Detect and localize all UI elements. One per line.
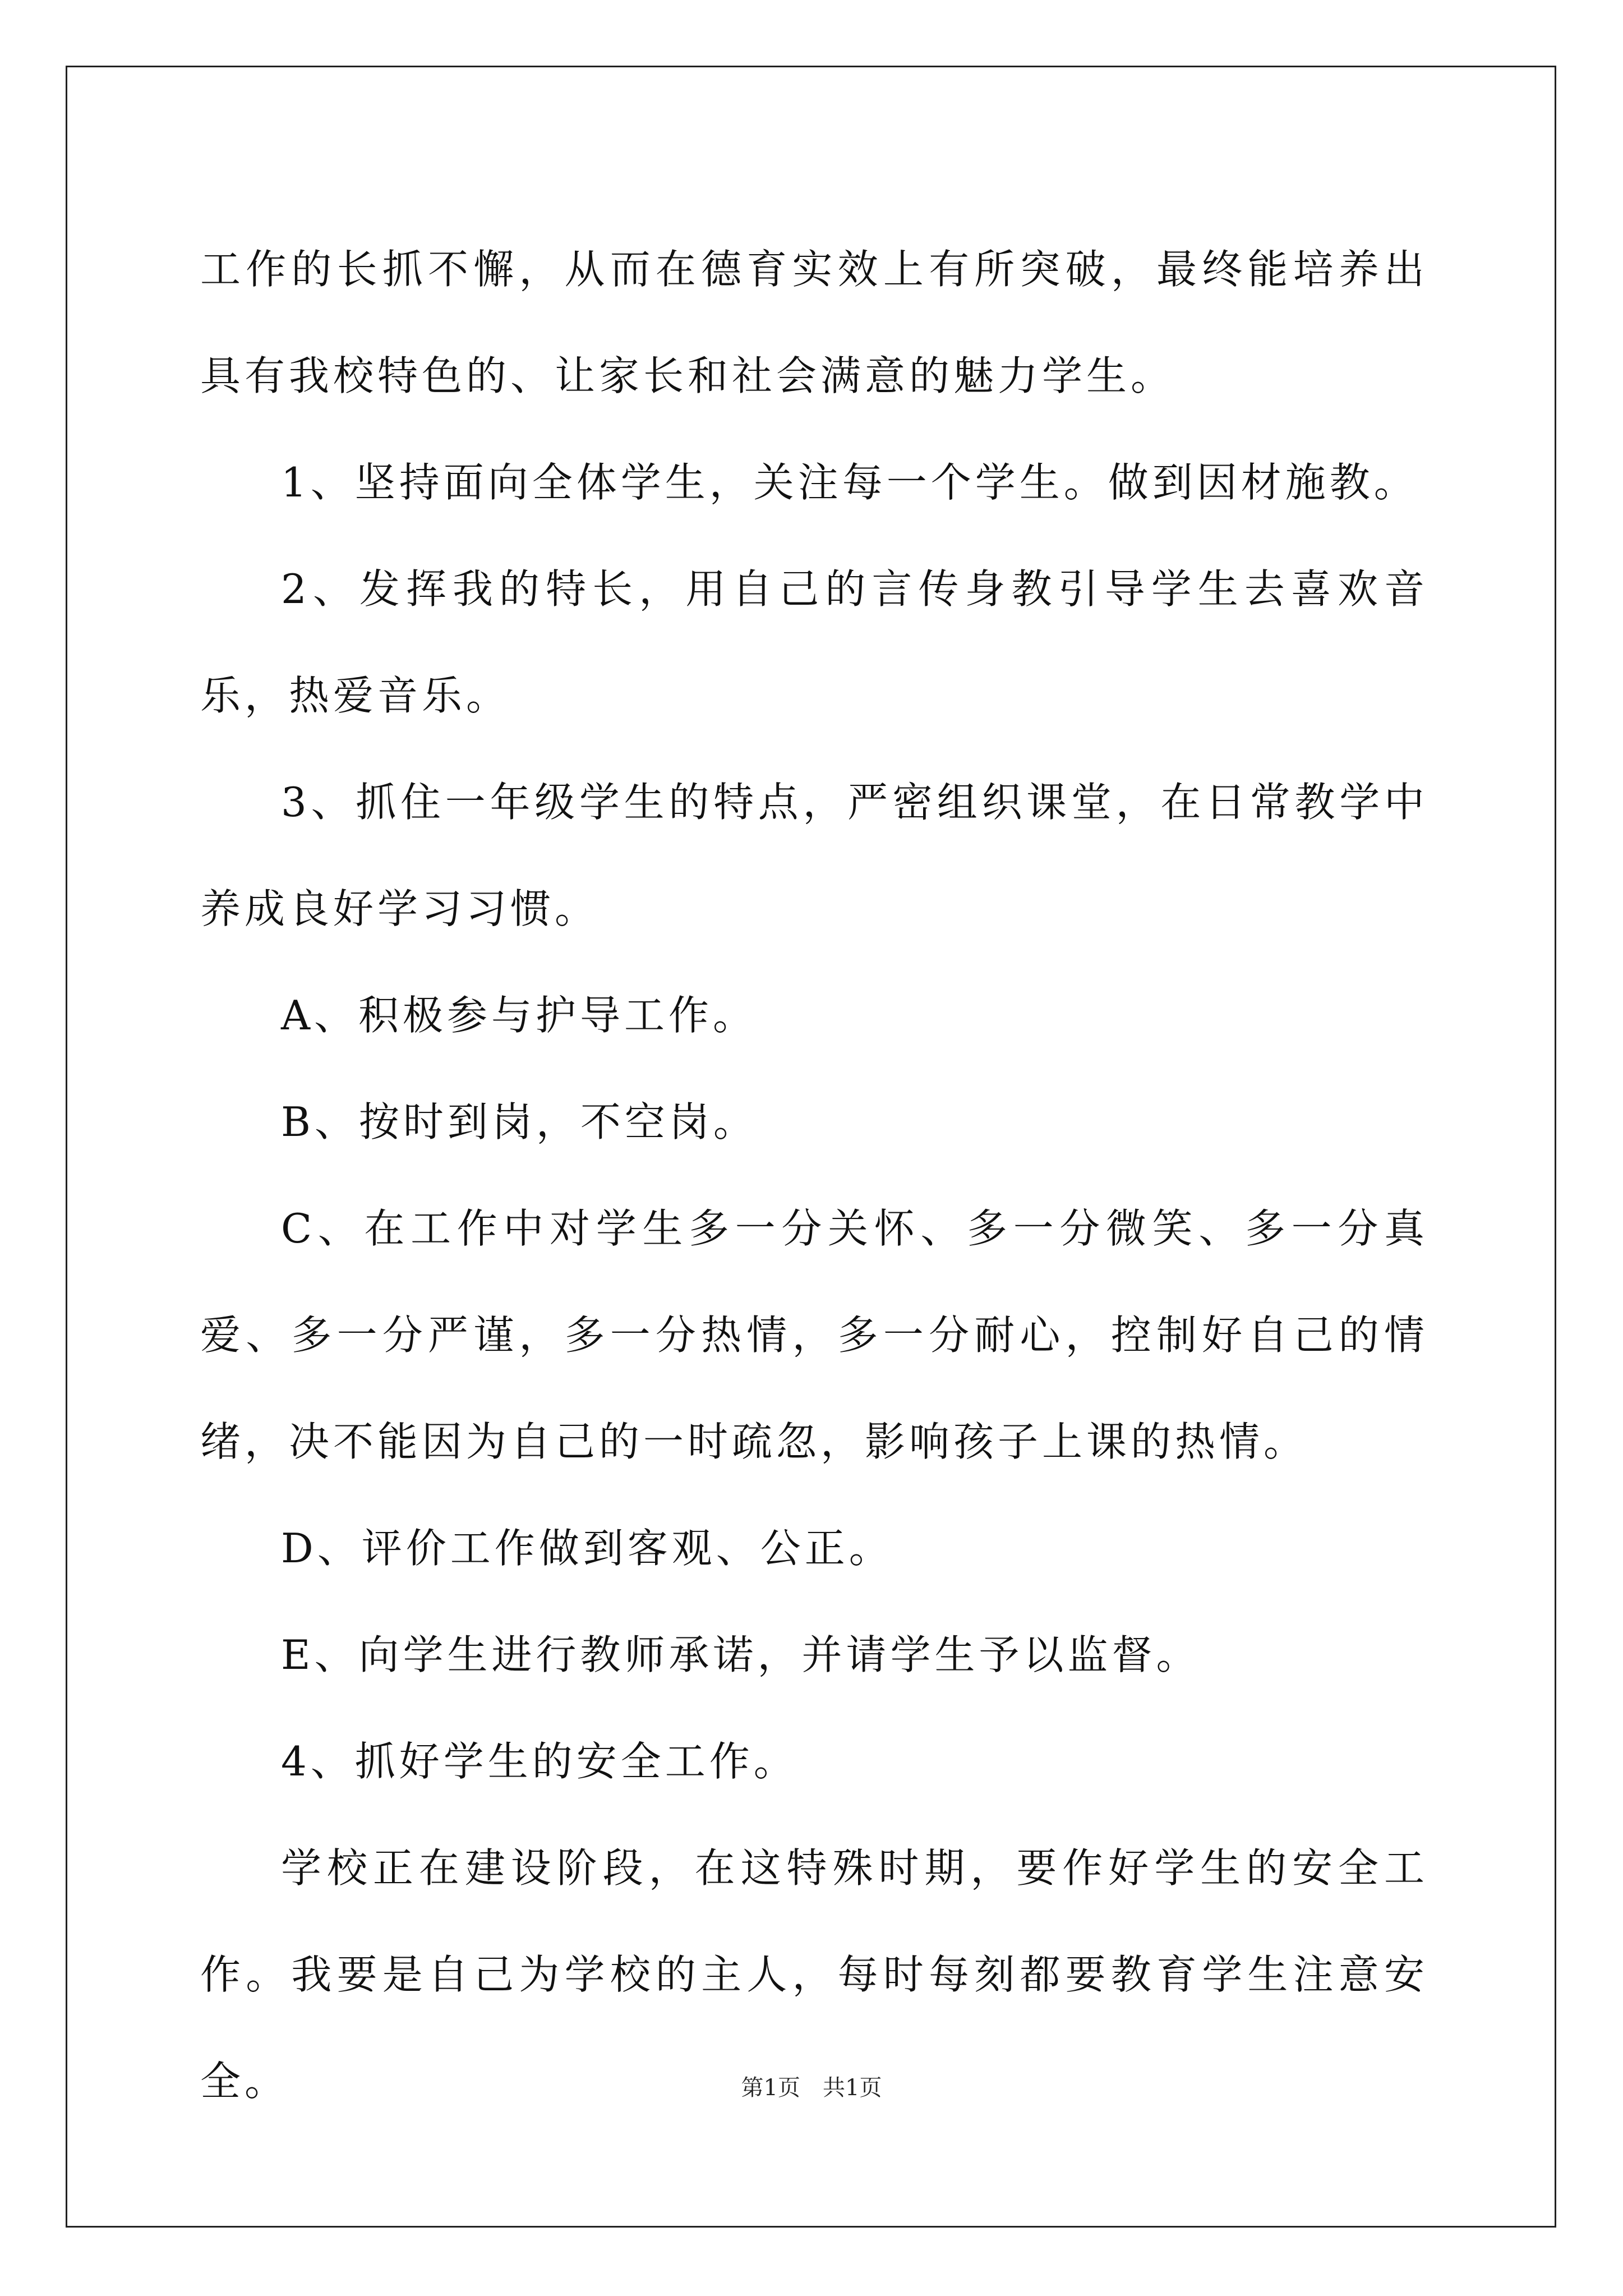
paragraph-3: 2、发挥我的特长，用自己的言传身教引导学生去喜欢音乐，热爱音乐。	[200, 565, 1428, 719]
page-footer: 第1页 共1页	[741, 2075, 882, 2101]
paragraph-5: A、积极参与护导工作。	[281, 992, 757, 1039]
paragraph-4: 3、抓住一年级学生的特点，严密组织课堂，在日常教学中养成良好学习习惯。	[200, 779, 1428, 932]
paragraph-9: E、向学生进行教师承诺，并请学生予以监督。	[281, 1631, 1201, 1678]
paragraph-6: B、按时到岗，不空岗。	[281, 1098, 758, 1145]
paragraph-11: 学校正在建设阶段，在这特殊时期，要作好学生的安全工作。我要是自己为学校的主人，每时每刻都要教育学生注意安全。	[200, 1844, 1428, 2105]
paragraph-1: 工作的长抓不懈，从而在德育实效上有所突破，最终能培养出具有我校特色的、让家长和社会满意的魅力学生。	[200, 246, 1428, 399]
paragraph-7: C、在工作中对学生多一分关怀、多一分微笑、多一分真爱、多一分严谨，多一分热情，多一分耐心，控制好自己的情绪，决不能因为自己的一时疏忽，影响孩子上课的热情。	[200, 1205, 1428, 1465]
paragraph-10: 4、抓好学生的安全工作。	[281, 1738, 798, 1785]
paragraph-8: D、评价工作做到客观、公正。	[281, 1525, 893, 1572]
document-body	[200, 216, 1428, 2134]
paragraph-2: 1、坚持面向全体学生，关注每一个学生。做到因材施教。	[281, 459, 1418, 506]
